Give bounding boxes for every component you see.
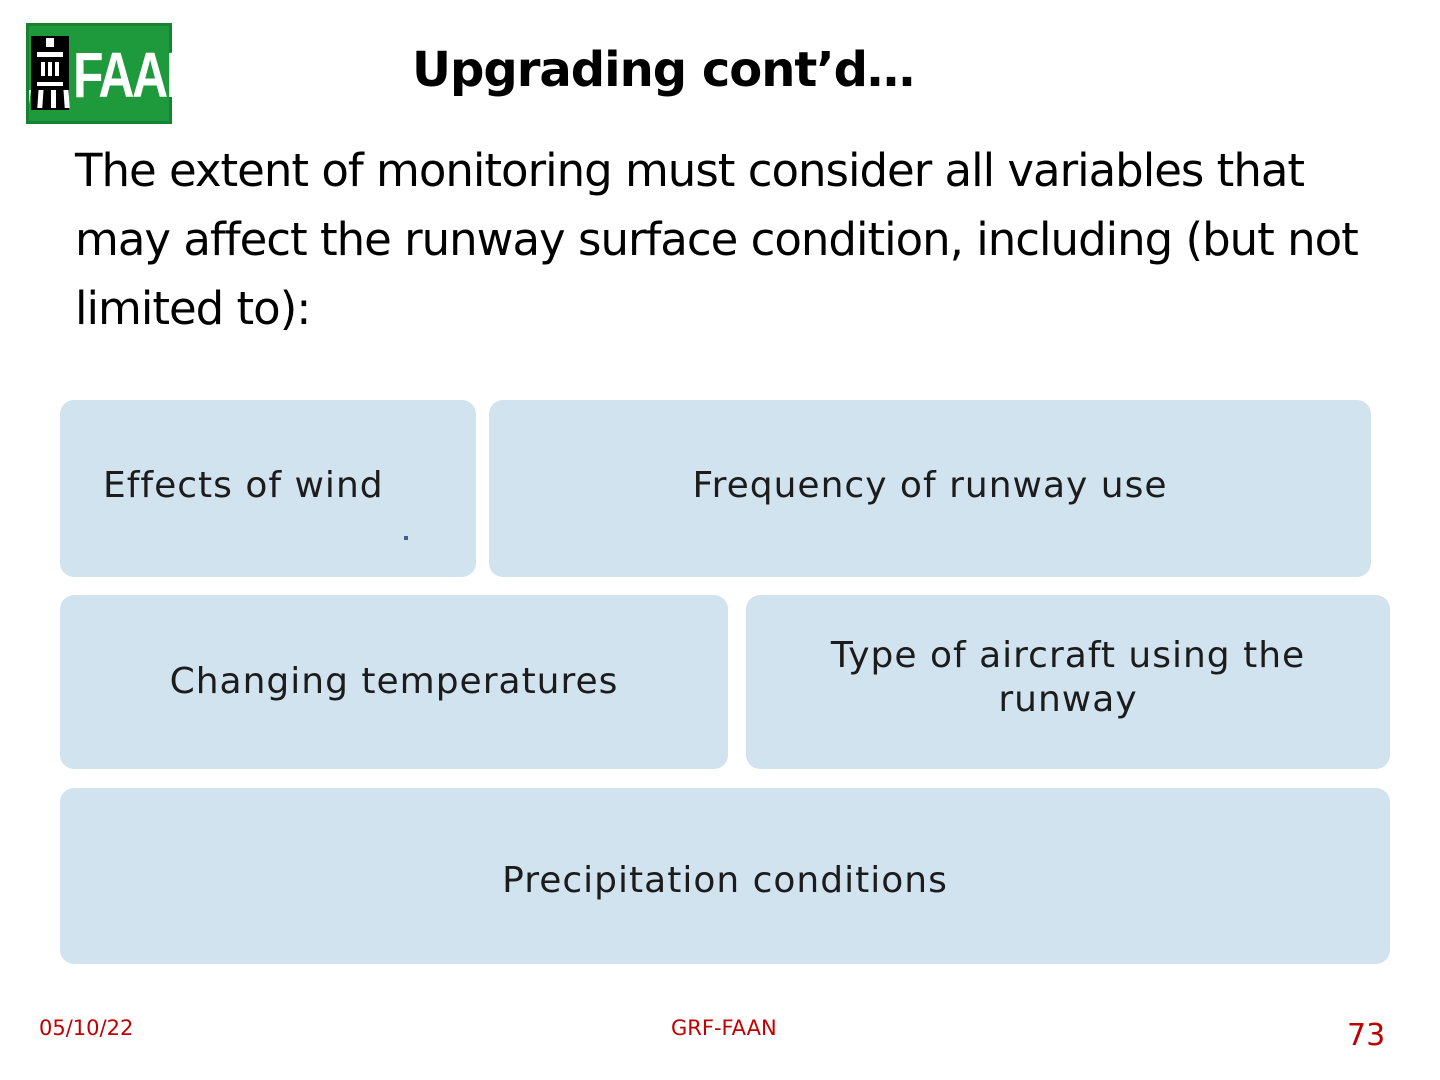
box-precipitation-conditions: Precipitation conditions [60, 788, 1390, 964]
stray-dot [404, 536, 408, 540]
footer-date: 05/10/22 [39, 1016, 134, 1040]
page-number: 73 [1347, 1018, 1386, 1053]
footer-center-label: GRF-FAAN [671, 1016, 777, 1040]
box-changing-temperatures: Changing temperatures [60, 595, 728, 769]
logo-text: FAAN [73, 39, 200, 111]
box-frequency-of-runway-use: Frequency of runway use [489, 400, 1371, 577]
slide-title: Upgrading cont’d… [412, 42, 914, 98]
box-type-of-aircraft: Type of aircraft using the runway [746, 595, 1390, 769]
box-effects-of-wind: Effects of wind [60, 400, 476, 577]
faan-logo [26, 23, 200, 124]
body-paragraph: The extent of monitoring must consider all variables that may affect the runway surface condition, including (but not limited to): [75, 144, 1358, 335]
